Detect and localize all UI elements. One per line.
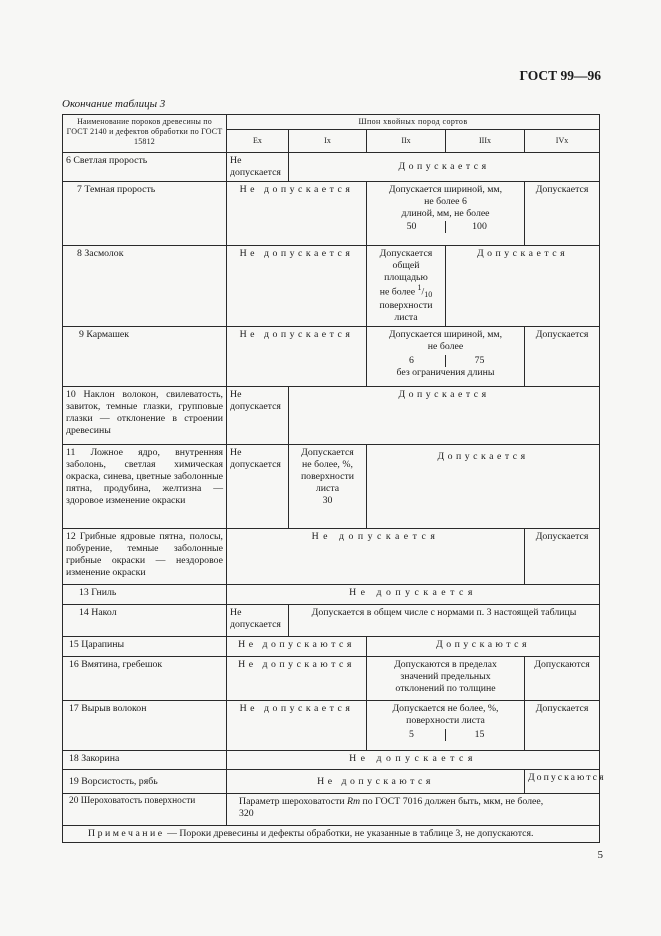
table-row — [63, 794, 600, 826]
cell-line: Допускается шириной, мм, — [388, 183, 503, 195]
cell-value: Параметр шероховатости Rm по ГОСТ 7016 должен быть, мкм, не более, 320 — [227, 794, 600, 826]
defect-name: 8 Засмолок — [63, 245, 227, 327]
note-text: — Пороки древесины и дефекты обработки, не указанные в таблице 3, не допускаются. — [164, 828, 534, 840]
cell-value: Допускается — [446, 245, 600, 327]
defect-name: 6 Светлая прорость — [63, 152, 227, 181]
cell-value: Допускается в общем числе с нормами п. 3 настоящей таблицы — [289, 605, 600, 637]
cell-value: Не допускаются — [227, 657, 367, 701]
defect-name: 15 Царапины — [63, 637, 227, 657]
defect-name: 19 Ворсистость, рябь — [63, 770, 227, 794]
note-row — [63, 826, 600, 843]
cell-line: не более, %, — [302, 459, 353, 471]
grade-value: 5 — [378, 729, 446, 741]
cell-value: Допускается — [525, 529, 600, 585]
defect-name: 7 Темная прорость — [63, 181, 227, 245]
cell-value: Допускается — [525, 181, 600, 245]
cell-line: поверхности листа — [406, 715, 485, 727]
split-values — [370, 221, 521, 233]
cell-line: поверхности — [300, 471, 355, 483]
cell-value: Не допускается — [227, 529, 525, 585]
grades-group-header: Шпон хвойных пород сортов — [227, 115, 600, 130]
cell-value: Не допускаются — [227, 770, 525, 794]
page-number: 5 — [597, 849, 603, 861]
defect-name: 13 Гниль — [63, 585, 227, 605]
cell-value — [367, 181, 525, 245]
table-row — [63, 529, 600, 585]
grade-header: IIIх — [446, 129, 525, 152]
grade-value: 30 — [322, 495, 333, 507]
cell-value: Допускаются в пределах значений предельных отклонений по толщине — [367, 657, 525, 701]
cell-value: Не допускается — [227, 245, 367, 327]
table-row — [63, 585, 600, 605]
table-caption: Окончание таблицы 3 — [62, 98, 166, 110]
defect-name: 10 Наклон волокон, свилеватость, завиток, темные глазки, групповые глазки — отклонение в строении древесины — [63, 387, 227, 445]
table-row — [63, 245, 600, 327]
cell-line: Допускается — [379, 247, 433, 259]
defect-name: 11 Ложное ядро, внутренняя заболонь, светлая химическая окраска, синева, цветные заболонные пятна, продубина, желтизна — здоровое изменение окраски — [63, 445, 227, 529]
table-row — [63, 445, 600, 529]
cell-value: Не допускается — [227, 701, 367, 751]
cell-value: Не допускается — [227, 152, 289, 181]
table-row — [63, 701, 600, 751]
grade-header: IVх — [525, 129, 600, 152]
defect-name: 20 Шероховатость поверхности — [63, 794, 227, 826]
cell-value — [367, 701, 525, 751]
cell-value: Не допускается — [227, 181, 367, 245]
cell-value: Допускается — [289, 152, 600, 181]
cell-value: Допускаются — [367, 637, 600, 657]
cell-line: листа — [315, 483, 340, 495]
note-label: Примечание — [88, 828, 165, 840]
first-column-header: Наименование пороков древесины по ГОСТ 2140 и дефектов обработки по ГОСТ 15812 — [63, 115, 227, 153]
table-row — [63, 637, 600, 657]
cell-value: Не допускается — [227, 387, 289, 445]
table-row — [63, 605, 600, 637]
grade-value: 15 — [474, 729, 485, 741]
cell-line: не более — [427, 341, 464, 353]
cell-value — [289, 445, 367, 529]
grade-header: Ех — [227, 129, 289, 152]
cell-value: Не допускается — [227, 327, 367, 387]
grade-value: 6 — [378, 355, 446, 367]
cell-line: длиной, мм, не более — [401, 207, 490, 219]
cell-line: Допускается шириной, мм, — [388, 329, 503, 341]
table-header-row — [63, 115, 600, 130]
defect-name: 16 Вмятина, гребешок — [63, 657, 227, 701]
defect-name: 17 Вырыв волокон — [63, 701, 227, 751]
cell-value: Допускается — [525, 701, 600, 751]
table-row — [63, 152, 600, 181]
cell-value: Не допускаются — [227, 637, 367, 657]
grade-value: 50 — [378, 221, 446, 233]
table-row — [63, 770, 600, 794]
cell-value: Допускаются — [525, 657, 600, 701]
cell-value: Не допускается — [227, 585, 600, 605]
cell-line: Допускается не более, %, — [392, 703, 499, 715]
cell-value — [367, 245, 446, 327]
cell-line: без ограничения длины — [396, 367, 495, 379]
table-note — [63, 826, 600, 843]
cell-value: Не допускается — [227, 605, 289, 637]
cell-line: общей площадью — [384, 259, 428, 283]
table-row — [63, 327, 600, 387]
cell-value: Допускается — [525, 327, 600, 387]
table-row — [63, 181, 600, 245]
cell-line: поверхности листа — [379, 300, 433, 324]
defect-name: 9 Кармашек — [63, 327, 227, 387]
cell-line: не более $^1/_{10}$ — [379, 283, 433, 300]
table-row — [63, 751, 600, 770]
cell-value: Допускается — [289, 387, 600, 445]
standard-number: ГОСТ 99—96 — [519, 68, 601, 83]
cell-value: Не допускается — [227, 445, 289, 529]
grade-header: Iх — [289, 129, 367, 152]
cell-line: Допускается — [301, 447, 354, 459]
table-row — [63, 657, 600, 701]
grade-header: IIх — [367, 129, 446, 152]
cell-value: Допускаются — [525, 770, 600, 794]
grade-value: 75 — [474, 355, 485, 367]
cell-value: Допускается — [367, 445, 600, 529]
defect-name: 12 Грибные ядровые пятна, полосы, побурение, темные заболонные грибные окраски — нездоровое изменение окраски — [63, 529, 227, 585]
defect-name: 18 Закорина — [63, 751, 227, 770]
defect-name: 14 Накол — [63, 605, 227, 637]
split-values — [370, 729, 521, 741]
split-values — [370, 355, 521, 367]
cell-value — [367, 327, 525, 387]
table-row — [63, 387, 600, 445]
defects-table — [62, 114, 606, 843]
cell-line: не более 6 — [424, 195, 467, 207]
grade-value: 100 — [472, 221, 487, 233]
cell-value: Не допускается — [227, 751, 600, 770]
